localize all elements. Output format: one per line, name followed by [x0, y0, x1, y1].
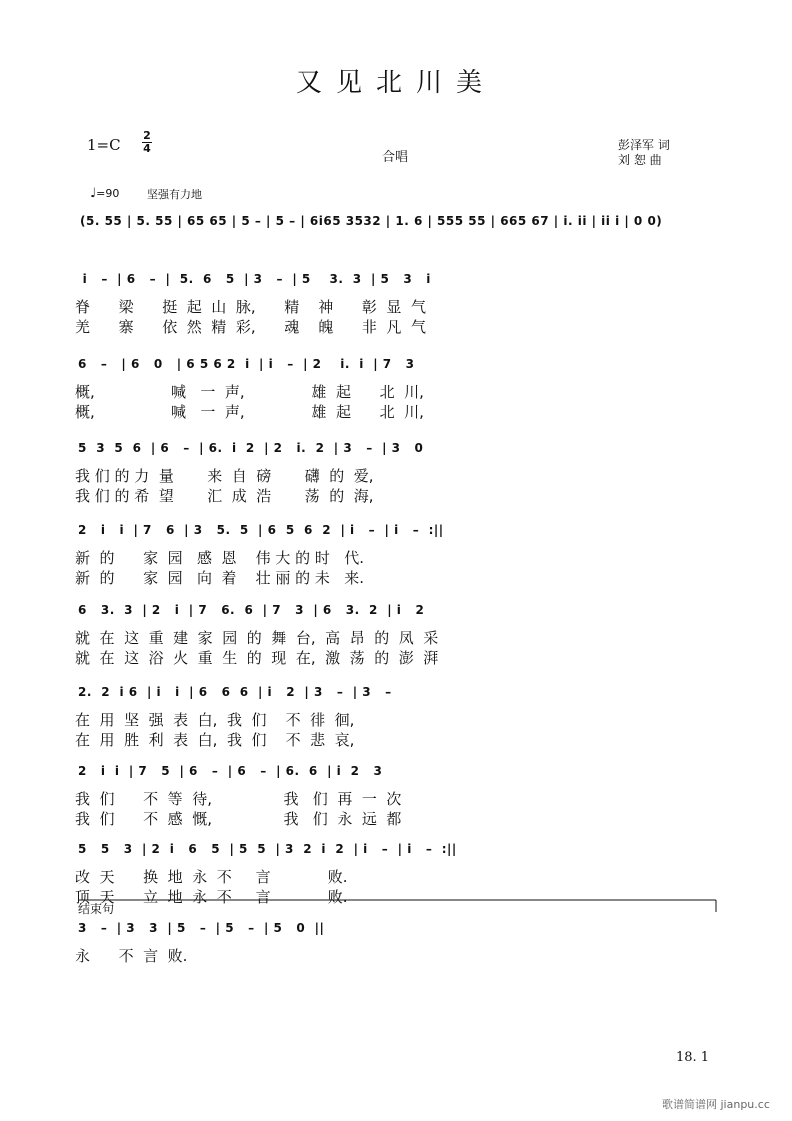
page-number: 18. 1 — [676, 1050, 710, 1065]
lyrics-verse1-line-4: 新 的 家 园 感 恩 伟 大 的 时 代. — [75, 549, 364, 567]
notes-line-6: 2. 2 i 6 | i i | 6 6 6 | i 2 | 3 – | 3 – — [78, 685, 392, 699]
lyrics-verse2-line-6: 在 用 胜 利 表 白, 我 们 不 悲 哀, — [75, 731, 355, 749]
lyrics-verse2-line-8: 顶 天 立 地 永 不 言 败. — [75, 888, 348, 906]
lyrics-verse1-line-2: 概, 喊 一 声, 雄 起 北 川, — [75, 383, 424, 401]
watermark: 歌谱简谱网 jianpu.cc — [662, 1098, 770, 1111]
notes-line-4: 2 i i | 7 6 | 3 5. 5 | 6 5 6 2 | i – | i – :|| — [78, 523, 444, 537]
key-signature: 1=C — [87, 136, 121, 154]
notes-line-7: 2 i i | 7 5 | 6 – | 6 – | 6. 6 | i 2 3 — [78, 764, 383, 778]
time-top: 2 — [143, 129, 151, 142]
lyrics-verse1-line-1: 脊 梁 挺 起 山 脉, 精 神 彰 显 气 — [75, 298, 426, 316]
tempo-value: =90 — [96, 187, 120, 200]
section-label: 合唱 — [382, 150, 409, 165]
lyrics-verse2-line-2: 概, 喊 一 声, 雄 起 北 川, — [75, 403, 424, 421]
lyrics-verse1-line-9: 永 不 言 败. — [75, 947, 188, 965]
notes-line-3: 5 3 5 6 | 6 – | 6. i 2 | 2 i. 2 | 3 – | 3 0 — [78, 441, 424, 455]
lyricist: 彭泽军 词 — [618, 138, 670, 152]
lyrics-verse1-line-6: 在 用 坚 强 表 白, 我 们 不 徘 徊, — [75, 711, 355, 729]
lyrics-verse2-line-4: 新 的 家 园 向 着 壮 丽 的 未 来. — [75, 569, 364, 587]
lyrics-verse2-line-1: 羌 寨 依 然 精 彩, 魂 魄 非 凡 气 — [75, 318, 426, 336]
lyrics-verse1-line-3: 我 们 的 力 量 来 自 磅 礴 的 爱, — [75, 467, 374, 485]
notes-line-5: 6 3. 3 | 2 i | 7 6. 6 | 7 3 | 6 3. 2 | i 2 — [78, 603, 425, 617]
quarter-note-icon: ♩ — [90, 186, 97, 201]
notes-line-1: i – | 6 – | 5. 6 5 | 3 – | 5 3. 3 | 5 3 i — [78, 272, 431, 286]
composer: 刘 恕 曲 — [618, 153, 662, 167]
lyrics-verse1-line-7: 我 们 不 等 待, 我 们 再 一 次 — [75, 790, 402, 808]
time-bottom: 4 — [143, 142, 151, 155]
lyrics-verse2-line-3: 我 们 的 希 望 汇 成 浩 荡 的 海, — [75, 487, 374, 505]
expression-marking: 坚强有力地 — [147, 188, 202, 201]
lyrics-verse2-line-5: 就 在 这 浴 火 重 生 的 现 在, 激 荡 的 澎 湃 — [75, 649, 439, 667]
notes-line-2: 6 – | 6 0 | 6 5 6 2 i | i – | 2 i. i | 7 3 — [78, 357, 415, 371]
ending-label: 结束句 — [78, 902, 115, 916]
notes-line-8: 5 5 3 | 2 i 6 5 | 5 5 | 3 2 i 2 | i – | i – :|| — [78, 842, 457, 856]
song-title: 又见北川美 — [295, 68, 496, 98]
intro-line: (5. 55 | 5. 55 | 65 65 | 5 – | 5 – | 6i65 3532 | 1. 6 | 555 55 | 665 67 | i. ii | ii i | 0 0) — [80, 214, 663, 228]
lyrics-verse2-line-7: 我 们 不 感 慨, 我 们 永 远 都 — [75, 810, 402, 828]
lyrics-verse1-line-8: 改 天 换 地 永 不 言 败. — [75, 868, 348, 886]
notes-line-9: 3 – | 3 3 | 5 – | 5 – | 5 0 || — [78, 921, 325, 935]
lyrics-verse1-line-5: 就 在 这 重 建 家 园 的 舞 台, 高 昂 的 凤 采 — [75, 629, 439, 647]
